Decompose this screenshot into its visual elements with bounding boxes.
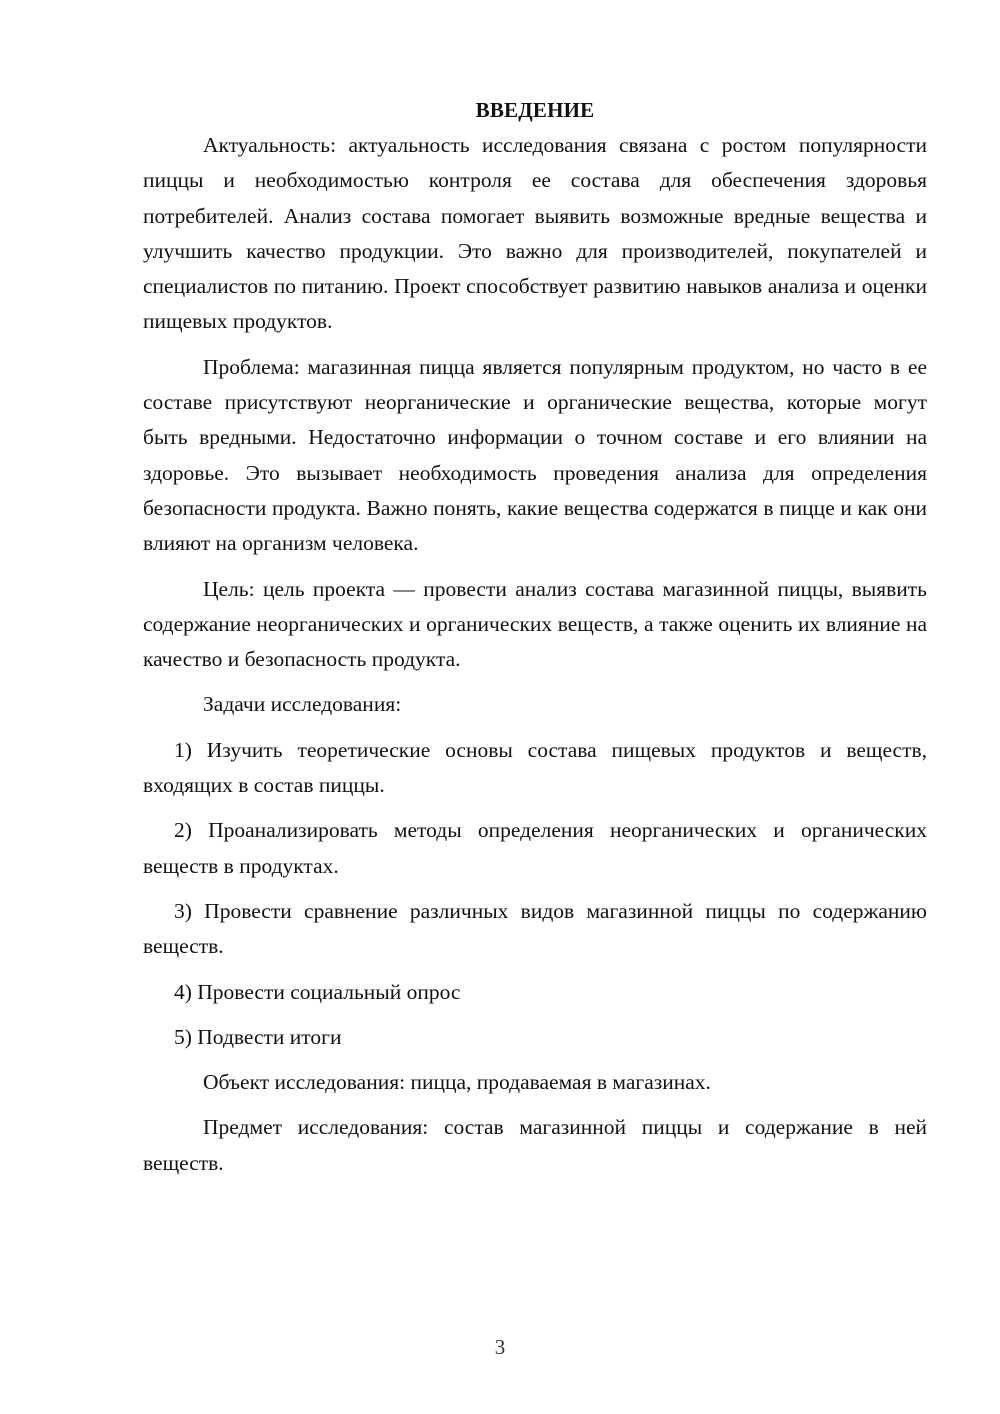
- page-number: 3: [494, 1335, 506, 1359]
- section-heading: ВВЕДЕНИЕ: [475, 98, 595, 122]
- paragraph-actuality: Актуальность: актуальность исследования связана с ростом популярности пиццы и необходимостью контроля ее состава для обеспечения здоровья потребителей. Анализ состава помогает выявить возможные вредные вещества и улучшить качество продукции. Это важно для производителей, покупателей и специалистов по питанию. Проект способствует развитию навыков анализа и оценки пищевых продуктов.: [143, 133, 927, 334]
- task-item-4: 4) Провести социальный опрос: [174, 979, 461, 1004]
- tasks-title: Задачи исследования:: [203, 692, 402, 717]
- document-page: [143, 93, 927, 1181]
- task-item-3: 3) Провести сравнение различных видов магазинной пиццы по содержанию веществ.: [143, 898, 927, 959]
- paragraph-subject: Предмет исследования: состав магазинной пиццы и содержание в ней веществ.: [143, 1115, 927, 1175]
- paragraph-object: Объект исследования: пицца, продаваемая в магазинах.: [203, 1070, 711, 1095]
- task-item-2: 2) Проанализировать методы определения неорганических и органических веществ в продуктах.: [143, 818, 927, 878]
- task-item-1: 1) Изучить теоретические основы состава пищевых продуктов и веществ, входящих в состав пиццы.: [143, 737, 927, 798]
- task-item-5: 5) Подвести итоги: [174, 1024, 342, 1049]
- paragraph-problem: Проблема: магазинная пицца является популярным продуктом, но часто в ее составе присутствуют неорганические и органические вещества, которые могут быть вредными. Недостаточно информации о точном составе и его влиянии на здоровье. Это вызывает необходимость проведения анализа для определения безопасности продукта. Важно понять, какие вещества содержатся в пицце и как они влияют на организм человека.: [143, 354, 927, 556]
- paragraph-goal: Цель: цель проекта — провести анализ состава магазинной пиццы, выявить содержание неорганических и органических веществ, а также оценить их влияние на качество и безопасность продукта.: [143, 576, 927, 672]
